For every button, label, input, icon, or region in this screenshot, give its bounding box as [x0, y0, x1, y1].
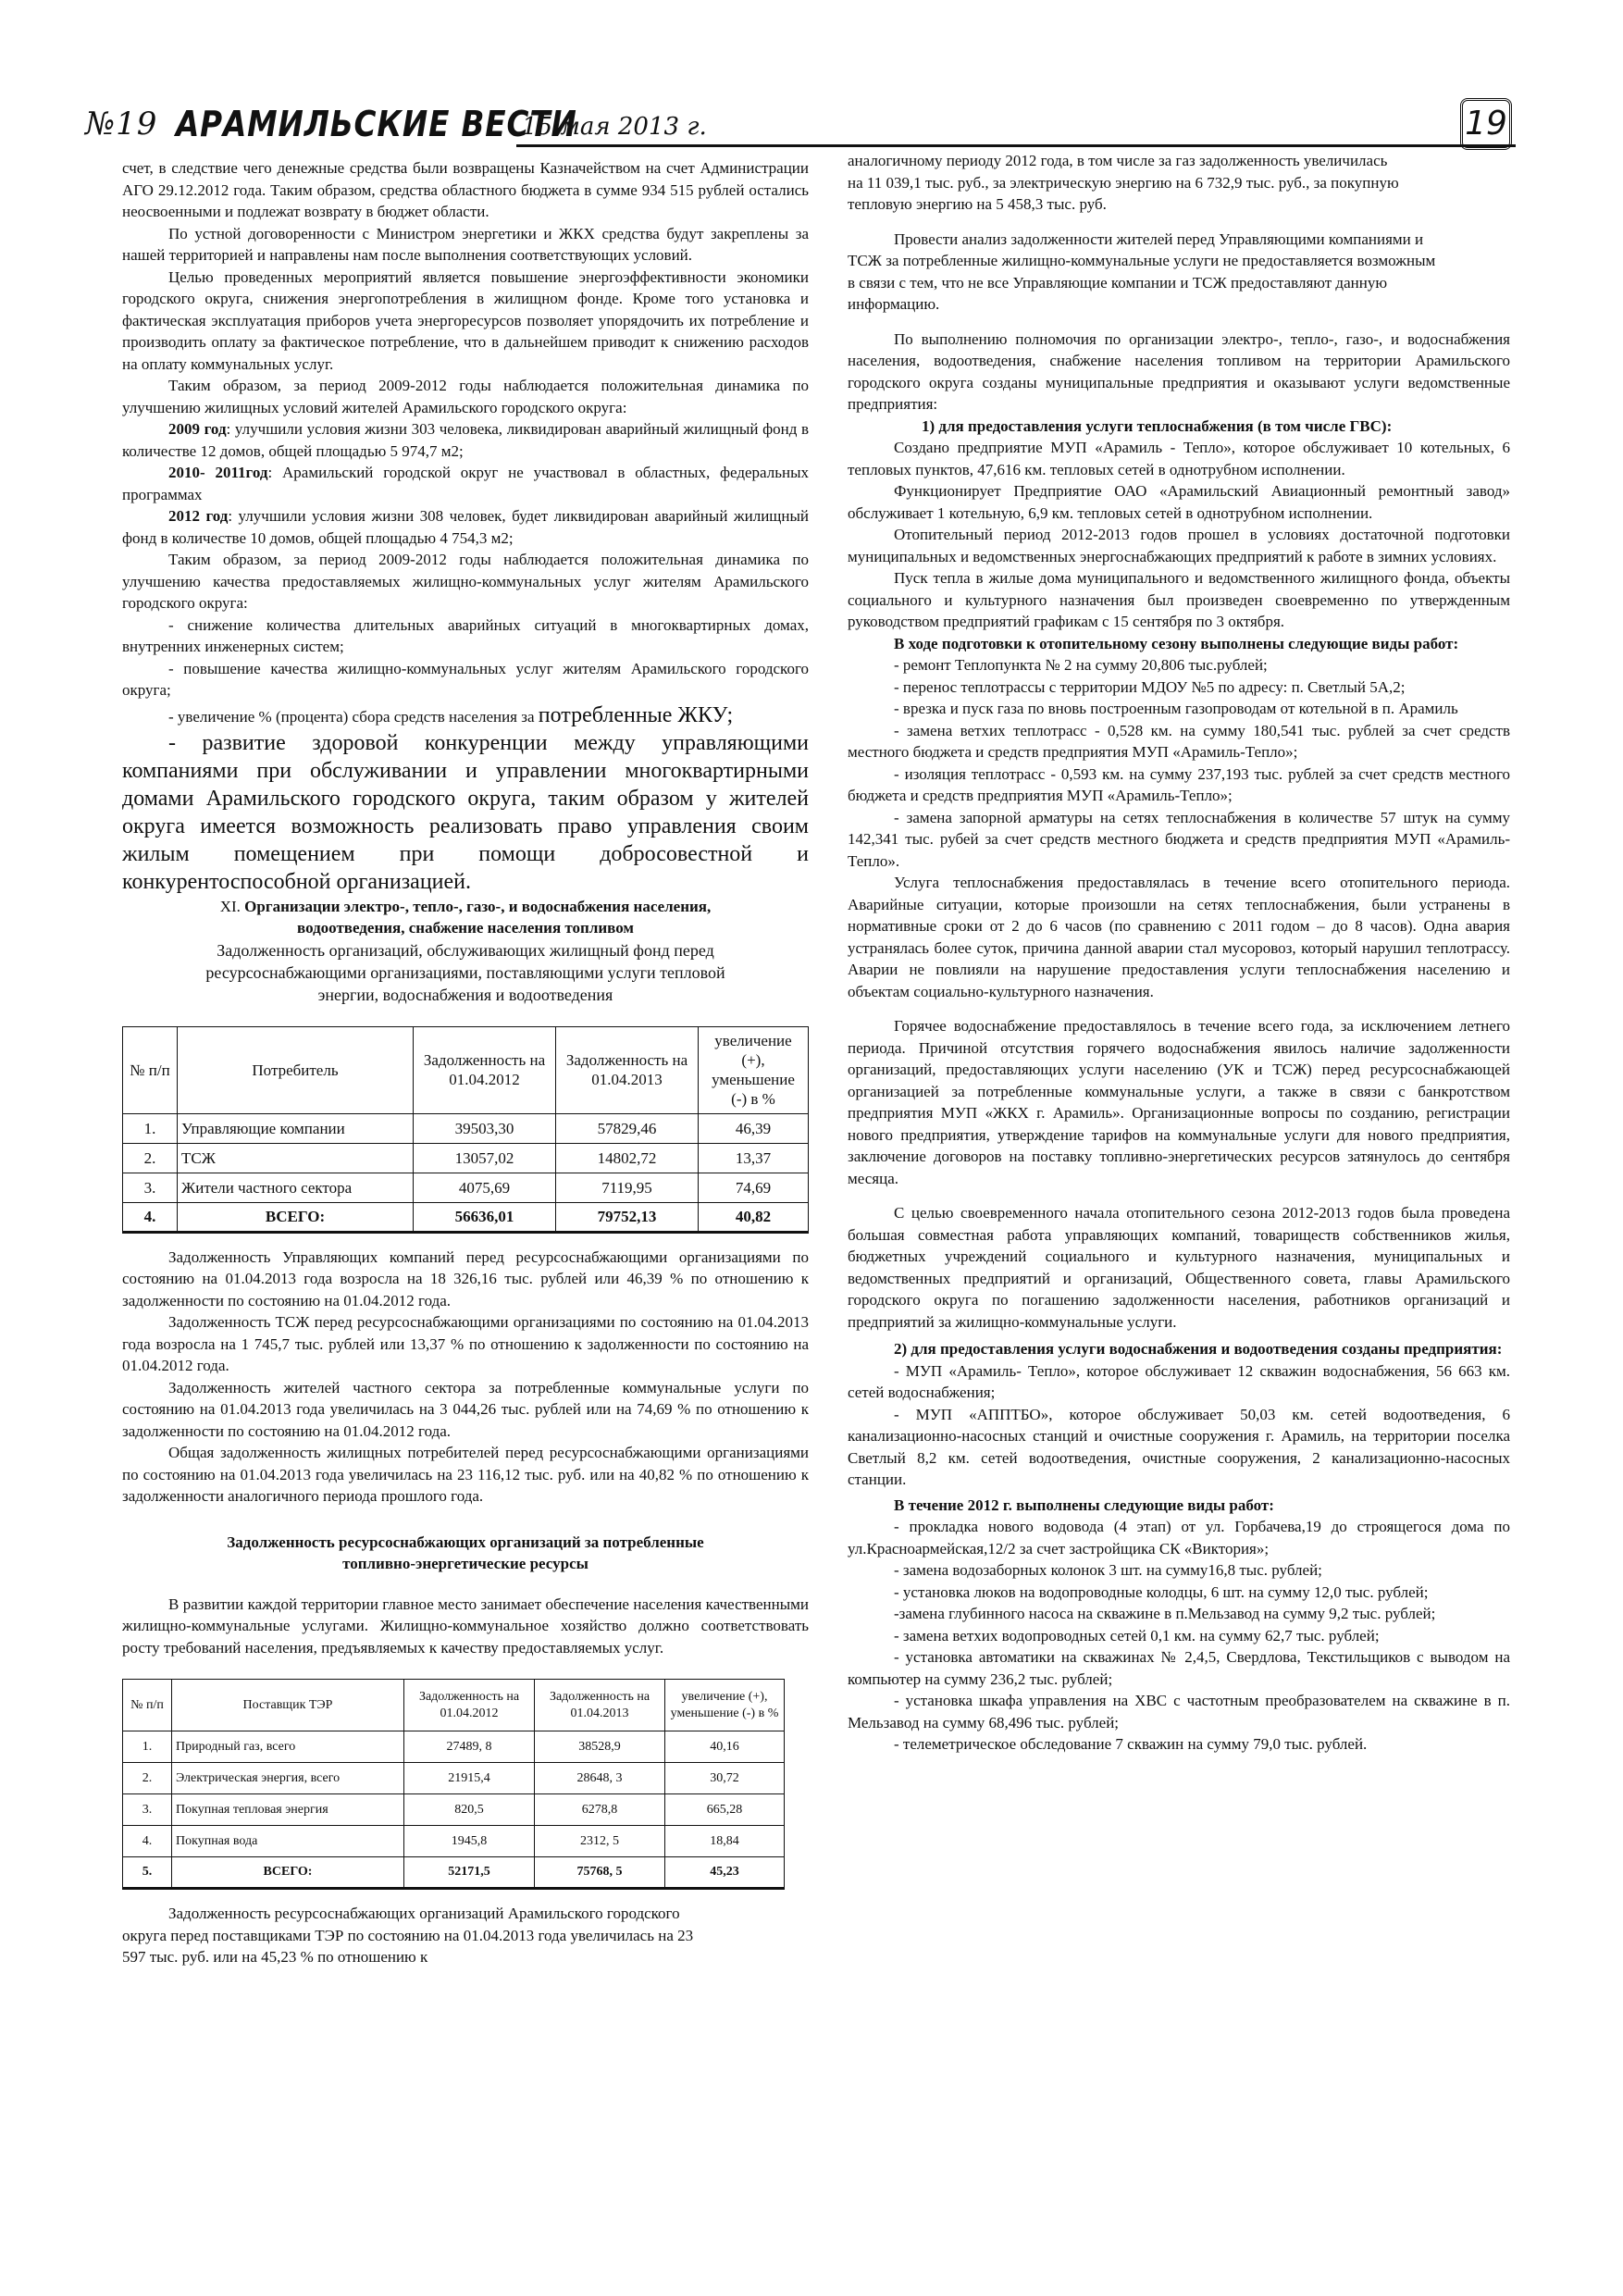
paragraph: С целью своевременного начала отопительного сезона 2012-2013 годов была проведена большая совместная работа управляющих компаний, товариществ собственников жилья, бюджетных учреждений социального и культурного назначения, муниципальных и ведомственных предприятий и организаций, Общественного совета, главы Арамильского городского округа по погашению задолженности населения, работников организаций и предприятий за жилищно-коммунальные услуги. — [848, 1204, 1510, 1331]
list-item: - телеметрическое обследование 7 скважин на сумму 79,0 тыс. рублей. — [894, 1735, 1368, 1753]
list-item-large: - развитие здоровой конкуренции между управляющими компаниями при обслуживании и управлении многоквартирными домами Арамильского городского округа, таким образом у жителей округа имеется возможность реализовать право управления своим жилым помещением при помощи добросовестной и конкурентоспособной организацией. — [122, 730, 809, 894]
table2-title: Задолженность ресурсоснабжающих организаций за потребленные топливно-энергетические ресурсы — [227, 1533, 704, 1572]
debt-table-consumers — [122, 1026, 809, 1234]
paragraph: Таким образом, за период 2009-2012 годы наблюдается положительная динамика по улучшению жилищных условий жителей Арамильского городского округа: — [122, 377, 809, 416]
year-2012-item — [122, 505, 809, 549]
list-item: - замена водозаборных колонок 3 шт. на сумму16,8 тыс. рублей; — [894, 1561, 1322, 1579]
list-item: - перенос теплотрассы с территории МДОУ №5 по адресу: п. Светлый 5А,2; — [894, 677, 1406, 696]
table-header-row: № п/п Поставщик ТЭР Задолженность на 01.04.2012 Задолженность на 01.04.2013 увеличение (+), уменьшение (-) в % — [123, 1680, 785, 1731]
list-item: - снижение количества длительных аварийных ситуаций в многоквартирных домах, внутренних инженерных систем; — [122, 615, 809, 655]
paragraph: Общая задолженность жилищных потребителей перед ресурсоснабжающими организациями по состоянию на 01.04.2013 года увеличилась на 23 116,12 тыс. руб. или на 40,82 % по отношению к задолженности аналогичного периода прошлого года. — [122, 1444, 809, 1505]
table-total-row: 4. ВСЕГО: 56636,01 79752,13 40,82 — [123, 1202, 809, 1232]
list-item: - замена запорной арматуры на сетях теплоснабжения в количестве 57 штук на сумму 142,341 тыс. рубей за счет средств местного бюджета и средств предприятия МУП «Арамиль-Тепло». — [848, 808, 1510, 870]
year-label: 2012 год — [168, 507, 229, 525]
list-item: - врезка и пуск газа по вновь построенным газопроводам от котельной в п. Арамиль — [894, 700, 1458, 717]
list-item: - установка шкафа управления на ХВС с частотным преобразователем на скважине в п. Мельзавод на сумму 68,496 тыс. рублей; — [848, 1692, 1510, 1731]
table-header-row: № п/п Потребитель Задолженность на 01.04.2012 Задолженность на 01.04.2013 увеличение (+), уменьшение (-) в % — [123, 1026, 809, 1113]
list-item: - замена ветхих водопроводных сетей 0,1 км. на сумму 62,7 тыс. рублей; — [894, 1626, 1380, 1644]
table-row: 2. Электрическая энергия, всего 21915,4 28648, 3 30,72 — [123, 1763, 785, 1794]
masthead — [81, 100, 1534, 152]
year-2009-item — [122, 418, 809, 462]
paragraph: счет, в следствие чего денежные средства были возвращены Казначейством на счет Администрации АГО 29.12.2012 года. Таким образом, средства областного бюджета в сумме 934 515 рублей остались неосвоенными и подлежат возврату в бюджет области. — [122, 159, 809, 220]
paragraph: Отопительный период 2012-2013 годов прошел в условиях достаточной подготовки муниципальных и ведомственных энергоснабжающих предприятий к работе в зимних условиях. — [848, 526, 1510, 565]
table-row: 1. Природный газ, всего 27489, 8 38528,9 40,16 — [123, 1731, 785, 1763]
list-item: - увеличение % (процента) сбора средств населения за потребленные ЖКУ; — [168, 702, 734, 727]
paragraph: Функционирует Предприятие ОАО «Арамильский Авиационный ремонтный завод» обслуживает 1 котельную, 6,9 км. тепловых сетей в однотрубном исполнении. — [848, 482, 1510, 522]
year-2010-item — [122, 462, 809, 505]
debt-table-suppliers — [122, 1679, 785, 1890]
year-label: 2010- 2011год — [168, 464, 268, 481]
year-text: : улучшили условия жизни 303 человека, ликвидирован аварийный жилищный фонд в количестве 12 домов, общей площадью 5 974,7 м2; — [122, 420, 810, 460]
year-text: : Арамильский городской округ не участвовал в областных, федеральных программах — [122, 464, 809, 503]
paragraph: Услуга теплоснабжения предоставлялась в течение всего отопительного периода. Аварийные ситуации, которые произошли на сетях теплоснабжения, были устранены в нормативные сроки от 2 до 6 часов (по сравнению с 2011 годом – до 8 часов). Одна авария устранялась более суток, причина данной аварии стал мусоровоз, который нарушил теплотрассу. Аварии не повлияли на нарушение предоставления услуги теплоснабжения населению и объектам социально-культурного назначения. — [848, 874, 1510, 1000]
subsection-heading: 1) для предоставления услуги теплоснабжения (в том числе ГВС): — [922, 416, 1393, 435]
list-item: - замена ветхих теплотрасс - 0,528 км. на сумму 180,541 тыс. рублей за счет средств местного бюджета и средств предприятия МУП «Арамиль-Тепло»; — [848, 721, 1510, 761]
paragraph: По устной договоренности с Министром энергетики и ЖКХ средства будут закреплены за нашей территорией и направлены нам после выполнения соответствующих условий. — [122, 224, 809, 264]
paragraph: Целью проведенных мероприятий является повышение энергоэффективности экономики городского округа, снижения энергопотребления в жилищном фонде. Кроме того установка и фактическая эксплуатация приборов учета энергоресурсов позволяет упорядочить их потребление и производить оплату за фактическое потребление, что в дальнейшем приводит к снижению расходов на оплату коммунальных услуг. — [122, 267, 809, 373]
paragraph: Пуск тепла в жилые дома муниципального и ведомственного жилищного фонда, объекты социального и культурного назначения был произведен своевременно по утвержденным руководством предприятий графикам с 15 сентября по 3 октября. — [848, 569, 1510, 630]
issue-date: 15 мая 2013 г. — [522, 113, 707, 141]
list-item: -замена глубинного насоса на скважине в п.Мельзавод на сумму 9,2 тыс. рублей; — [894, 1605, 1436, 1622]
right-column — [848, 150, 1510, 1756]
paragraph: аналогичному периоду 2012 года, в том числе за газ задолженность увеличилась на 11 039,1 тыс. руб., за электрическую энергию на 6 732,9 тыс. руб., за покупную тепловую энергию на 5 458,3 тыс. руб. — [848, 152, 1399, 213]
list-item: - ремонт Теплопункта № 2 на сумму 20,806 тыс.рублей; — [894, 656, 1268, 674]
table-total-row: 5. ВСЕГО: 52171,5 75768, 5 45,23 — [123, 1857, 785, 1889]
table-row: 2. ТСЖ 13057,02 14802,72 13,37 — [123, 1143, 809, 1173]
paragraph: По выполнению полномочия по организации электро-, тепло-, газо-, и водоснабжения населения, водоотведения, снабжение населения топливом на территории Арамильского городского округа созданы муниципальные предприятия и оказывают услуги ведомственные предприятия: — [848, 329, 1510, 413]
table-row: 4. Покупная вода 1945,8 2312, 5 18,84 — [123, 1826, 785, 1857]
paragraph: Горячее водоснабжение предоставлялось в течение всего года, за исключением летнего периода. Причиной отсутствия горячего водоснабжения явилось наличие задолженности организаций, предоставляющих услуги населению (УК и ТСЖ) перед ресурсоснабжающей организацией за потребленные коммунальные услуги, а также в связи с банкротством предприятия МУП «ЖКХ г. Арамиль». Организационные вопросы по созданию, регистрации нового предприятия, утверждение тарифов на коммунальные услуги для нового предприятия, заключение договоров на поставку топливно-энергетических ресурсов затянулось до сентября месяца. — [848, 1017, 1510, 1187]
list-item: - изоляция теплотрасс - 0,593 км. на сумму 237,193 тыс. рублей за счет средств местного бюджета и средств предприятия МУП «Арамиль-Тепло»; — [848, 764, 1510, 804]
list-item: - прокладка нового водовода (4 этап) от ул. Горбачева,19 до строящегося дома по ул.Красноармейская,12/2 за счет застройщика СК «Виктория»; — [848, 1518, 1510, 1558]
year-text: : улучшили условия жизни 308 человек, будет ликвидирован аварийный жилищный фонд в количестве 10 домов, общей площадью 4 754,3 м2; — [122, 507, 809, 547]
paragraph: Задолженность ТСЖ перед ресурсоснабжающими организациями по состоянию на 01.04.2013 года возросла на 1 745,7 тыс. рублей или 13,37 % по отношению к задолженности по состоянию на 01.04.2012 года. — [122, 1313, 809, 1374]
paragraph: Провести анализ задолженности жителей перед Управляющими компаниями и ТСЖ за потребленные жилищно-коммунальные услуги не предоставляется возможным в связи с тем, что не все Управляющие компании и ТСЖ предоставляют данную информацию. — [848, 230, 1436, 313]
list-item: - установка автоматики на скважинах № 2,4,5, Свердлова, Текстильщиков с выводом на компьютер на сумму 236,2 тыс. рублей; — [848, 1648, 1510, 1688]
list-item: - повышение качества жилищно-коммунальных услуг жителям Арамильского городского округа; — [122, 659, 809, 699]
list-item: - МУП «Арамиль- Тепло», которое обслуживает 12 скважин водоснабжения, 56 663 км. сетей водоснабжения; — [848, 1361, 1510, 1401]
section-heading: XI. Организации электро-, тепло-, газо-, и водоснабжения населения, водоотведения, снабжение населения топливом — [219, 897, 712, 937]
masthead-rule — [516, 144, 1516, 147]
table1-caption: Задолженность организаций, обслуживающих жилищный фонд перед ресурсоснабжающими организациями, поставляющими услуги тепловой энергии, водоснабжения и водоотведения — [205, 940, 725, 1004]
list-item: - установка люков на водопроводные колодцы, 6 шт. на сумму 12,0 тыс. рублей; — [894, 1582, 1429, 1601]
subsection-heading: В течение 2012 г. выполнены следующие виды работ: — [894, 1496, 1274, 1514]
list-item: - МУП «АППТБО», которое обслуживает 50,03 км. сетей водоотведения, 6 канализационно-насосных станций и очистные сооружения г. Арамиль, на территории поселка Светлый 8,2 км. сетей водоотведения, очистные сооружения, 2 канализационно-насосных станции. — [848, 1405, 1510, 1488]
newspaper-title: АРАМИЛЬСКИЕ ВЕСТИ — [176, 104, 577, 144]
year-label: 2009 год — [168, 420, 227, 438]
subsection-heading: В ходе подготовки к отопительному сезону выполнены следующие виды работ: — [894, 634, 1459, 652]
table-row: 1. Управляющие компании 39503,30 57829,46 46,39 — [123, 1113, 809, 1143]
paragraph: Задолженность ресурсоснабжающих организаций Арамильского городского округа перед поставщиками ТЭР по состоянию на 01.04.2013 года увеличилась на 23 597 тыс. руб. или на 45,23 % по отношению к — [122, 1905, 694, 1966]
paragraph: Создано предприятие МУП «Арамиль - Тепло», которое обслуживает 10 котельных, 6 тепловых пунктов, 47,616 км. тепловых сетей в однотрубном исполнении. — [848, 439, 1510, 478]
table-row: 3. Покупная тепловая энергия 820,5 6278,8 665,28 — [123, 1794, 785, 1826]
paragraph: Задолженность Управляющих компаний перед ресурсоснабжающими организациями по состоянию на 01.04.2013 года возросла на 18 326,16 тыс. рублей или 46,39 % по отношению к задолженности по состоянию на 01.04.2012 года. — [122, 1247, 809, 1309]
left-column — [122, 157, 809, 1968]
paragraph: Задолженность жителей частного сектора за потребленные коммунальные услуги по состоянию на 01.04.2013 года увеличилась на 3 044,26 тыс. рублей или на 74,69 % по отношению к задолженности по состоянию на 01.04.2012 года. — [122, 1378, 809, 1440]
page-number: 19 — [1460, 98, 1512, 150]
paragraph: В развитии каждой территории главное место занимает обеспечение населения качественными жилищно-коммунальные услугами. Жилищно-коммунальное хозяйство должно соответствовать росту требований населения, предъявляемых к качеству предоставляемых услуг. — [122, 1595, 809, 1657]
issue-number: №19 — [85, 105, 158, 143]
subsection-heading: 2) для предоставления услуги водоснабжения и водоотведения созданы предприятия: — [894, 1340, 1503, 1358]
table-row: 3. Жители частного сектора 4075,69 7119,95 74,69 — [123, 1173, 809, 1202]
paragraph: Таким образом, за период 2009-2012 годы наблюдается положительная динамика по улучшению качества предоставляемых жилищно-коммунальных услуг жителям Арамильского городского округа: — [122, 551, 809, 612]
